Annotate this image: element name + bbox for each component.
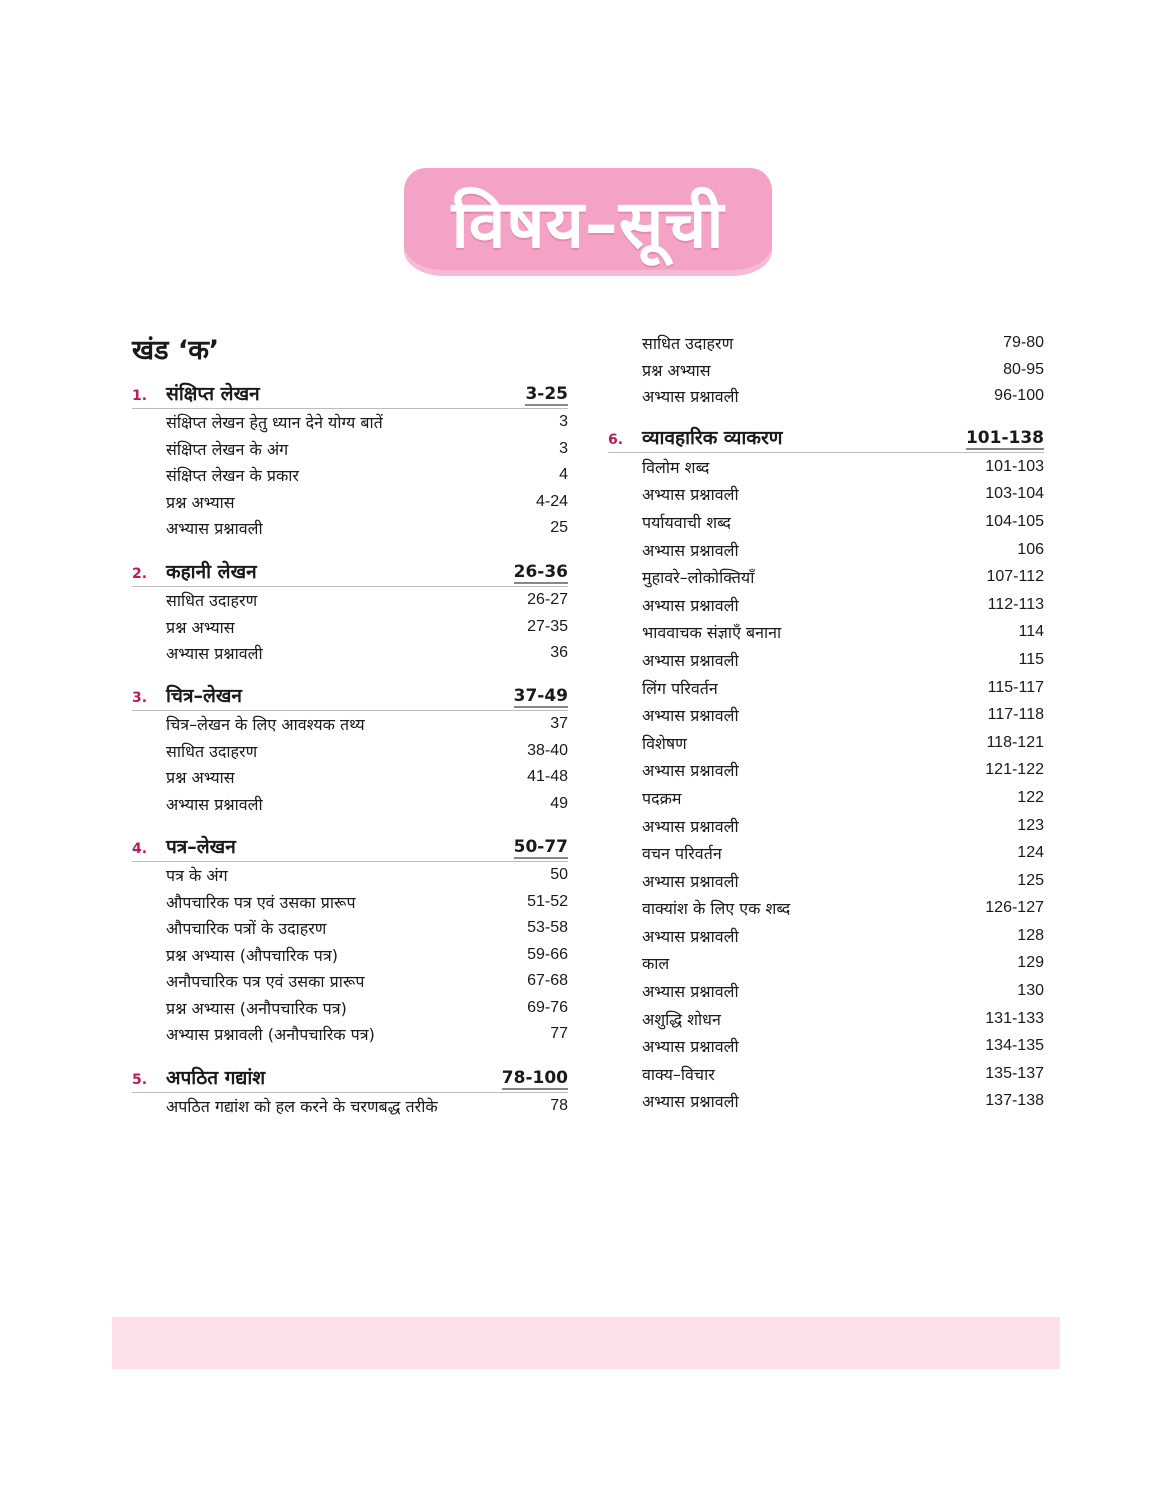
toc-pages: 130 <box>1017 982 1044 1000</box>
toc-row[interactable] <box>608 895 1044 923</box>
toc-label: अभ्यास प्रश्नावली <box>166 519 263 539</box>
section-number: 3. <box>132 690 148 706</box>
toc-row[interactable] <box>608 729 1044 757</box>
toc-label: अभ्यास प्रश्नावली <box>642 982 739 1002</box>
section-title: पत्र–लेखन <box>166 836 236 858</box>
toc-label: प्रश्न अभ्यास <box>166 617 235 637</box>
toc-pages: 36 <box>550 644 568 662</box>
toc-row[interactable] <box>132 462 568 489</box>
toc-pages: 134-135 <box>985 1037 1044 1055</box>
toc-pages: 135-137 <box>985 1064 1044 1082</box>
toc-label: वाक्यांश के लिए एक शब्द <box>642 899 791 919</box>
toc-row[interactable] <box>132 764 568 791</box>
toc-pages: 51-52 <box>527 892 568 910</box>
toc-row[interactable] <box>608 508 1044 536</box>
toc-pages: 123 <box>1017 816 1044 834</box>
toc-label: अभ्यास प्रश्नावली <box>642 595 739 615</box>
toc-pages: 104-105 <box>985 512 1044 530</box>
toc-label: प्रश्न अभ्यास <box>166 768 235 788</box>
toc-row[interactable] <box>608 977 1044 1005</box>
toc-pages: 137-138 <box>985 1092 1044 1110</box>
toc-label: अपठित गद्यांश को हल करने के चरणबद्ध तरीके <box>166 1097 438 1117</box>
toc-label: पत्र के अंग <box>166 866 228 886</box>
toc-label: पर्यायवाची शब्द <box>642 512 731 532</box>
toc-row[interactable] <box>132 1093 568 1120</box>
toc-pages: 115-117 <box>987 678 1044 696</box>
toc-row[interactable] <box>608 922 1044 950</box>
section-title: व्यावहारिक व्याकरण <box>642 427 783 449</box>
toc-pages: 3 <box>559 439 568 457</box>
section-header[interactable] <box>132 380 568 409</box>
toc-row[interactable] <box>608 1088 1044 1116</box>
toc-pages: 4-24 <box>535 492 568 510</box>
toc-row[interactable] <box>608 1032 1044 1060</box>
toc-pages: 103-104 <box>985 485 1044 503</box>
toc-row[interactable] <box>132 942 568 969</box>
toc-row[interactable] <box>608 1060 1044 1088</box>
toc-row[interactable] <box>608 812 1044 840</box>
section-header[interactable] <box>132 1064 568 1093</box>
toc-label: अभ्यास प्रश्नावली <box>642 706 739 726</box>
toc-pages: 129 <box>1017 954 1044 972</box>
toc-pages: 114 <box>1018 623 1044 641</box>
section-pages: 3-25 <box>525 384 568 404</box>
toc-label: अभ्यास प्रश्नावली <box>642 761 739 781</box>
toc-label: अशुद्धि शोधन <box>642 1009 721 1029</box>
toc-pages: 59-66 <box>527 945 568 963</box>
toc-pages: 106 <box>1017 540 1044 558</box>
toc-pages: 121-122 <box>985 761 1044 779</box>
toc-row[interactable] <box>608 784 1044 812</box>
toc-row[interactable] <box>608 1005 1044 1033</box>
toc-pages: 27-35 <box>527 617 568 635</box>
toc-row[interactable] <box>608 619 1044 647</box>
toc-row[interactable] <box>132 738 568 765</box>
toc-row[interactable] <box>608 839 1044 867</box>
toc-label: संक्षिप्त लेखन हेतु ध्यान देने योग्य बातें <box>166 413 383 433</box>
toc-label: काल <box>642 954 670 974</box>
toc-pages: 131-133 <box>985 1009 1044 1027</box>
toc-pages: 69-76 <box>527 998 568 1016</box>
section-2 <box>132 558 568 667</box>
toc-label: मुहावरे–लोकोक्तियाँ <box>642 568 755 588</box>
toc-label: भाववाचक संज्ञाएँ बनाना <box>642 623 782 643</box>
toc-label: साधित उदाहरण <box>642 334 734 354</box>
toc-label: संक्षिप्त लेखन के प्रकार <box>166 466 299 486</box>
toc-row[interactable] <box>132 640 568 667</box>
section-number: 5. <box>132 1072 148 1088</box>
toc-pages: 118-121 <box>986 733 1044 751</box>
toc-row[interactable] <box>608 591 1044 619</box>
toc-row[interactable] <box>132 587 568 614</box>
toc-row[interactable] <box>132 1021 568 1048</box>
toc-row[interactable] <box>608 536 1044 564</box>
section-title: अपठित गद्यांश <box>166 1067 266 1089</box>
section-title: कहानी लेखन <box>166 561 257 583</box>
section-pages: 101-138 <box>965 428 1044 448</box>
toc-pages: 96-100 <box>994 387 1044 405</box>
right-top-rows <box>608 330 1044 410</box>
toc-row[interactable] <box>132 409 568 436</box>
toc-row[interactable] <box>132 614 568 641</box>
toc-row[interactable] <box>608 563 1044 591</box>
toc-row[interactable] <box>132 436 568 463</box>
toc-row[interactable] <box>608 453 1044 481</box>
toc-label: अभ्यास प्रश्नावली <box>642 387 739 407</box>
toc-pages: 101-103 <box>985 457 1044 475</box>
section-4 <box>132 833 568 1048</box>
section-number: 4. <box>132 841 148 857</box>
toc-pages: 41-48 <box>527 768 568 786</box>
toc-pages: 125 <box>1017 871 1044 889</box>
toc-label: प्रश्न अभ्यास <box>642 360 711 380</box>
toc-pages: 80-95 <box>1003 360 1044 378</box>
toc-pages: 37 <box>550 715 568 733</box>
section-header[interactable] <box>132 558 568 587</box>
section-header[interactable] <box>132 682 568 711</box>
toc-label: प्रश्न अभ्यास <box>166 492 235 512</box>
toc-label: पदक्रम <box>642 788 682 808</box>
section-5 <box>132 1064 568 1120</box>
toc-label: विशेषण <box>642 733 687 753</box>
toc-row[interactable] <box>608 867 1044 895</box>
toc-row[interactable] <box>608 674 1044 702</box>
toc-pages: 67-68 <box>527 972 568 990</box>
toc-label: विलोम शब्द <box>642 457 710 477</box>
toc-label: चित्र–लेखन के लिए आवश्यक तथ्य <box>166 715 365 735</box>
toc-label: अभ्यास प्रश्नावली <box>166 794 263 814</box>
toc-label: अभ्यास प्रश्नावली <box>642 485 739 505</box>
section-pages: 50-77 <box>513 837 568 857</box>
toc-pages: 79-80 <box>1003 334 1044 352</box>
toc-pages: 107-112 <box>986 568 1044 586</box>
section-pages: 26-36 <box>513 562 568 582</box>
toc-pages: 117-118 <box>987 706 1044 724</box>
section-title: संक्षिप्त लेखन <box>166 383 260 405</box>
toc-label: औपचारिक पत्रों के उदाहरण <box>166 919 327 939</box>
toc-row[interactable] <box>608 383 1044 410</box>
toc-pages: 122 <box>1017 788 1044 806</box>
toc-label: अभ्यास प्रश्नावली <box>166 644 263 664</box>
toc-label: अभ्यास प्रश्नावली <box>642 1037 739 1057</box>
section-number: 1. <box>132 388 148 404</box>
toc-row[interactable] <box>132 711 568 738</box>
toc-label: अभ्यास प्रश्नावली <box>642 816 739 836</box>
toc-row[interactable] <box>608 701 1044 729</box>
khand-heading: खंड ‘क’ <box>132 335 220 366</box>
page-title: विषय–सूची <box>451 186 725 263</box>
toc-pages: 25 <box>550 519 568 537</box>
toc-label: प्रश्न अभ्यास (अनौपचारिक पत्र) <box>166 998 347 1018</box>
section-6 <box>608 424 1044 1115</box>
toc-row[interactable] <box>132 862 568 889</box>
toc-row[interactable] <box>132 489 568 516</box>
toc-pages: 49 <box>550 794 568 812</box>
toc-pages: 4 <box>559 466 568 484</box>
toc-pages: 115 <box>1018 650 1044 668</box>
section-title: चित्र–लेखन <box>166 685 242 707</box>
toc-pages: 53-58 <box>527 919 568 937</box>
toc-row[interactable] <box>608 646 1044 674</box>
toc-pages: 50 <box>550 866 568 884</box>
toc-label: अनौपचारिक पत्र एवं उसका प्रारूप <box>166 972 365 992</box>
toc-label: अभ्यास प्रश्नावली (अनौपचारिक पत्र) <box>166 1025 375 1045</box>
section-3 <box>132 682 568 817</box>
toc-pages: 124 <box>1017 844 1044 862</box>
toc-label: लिंग परिवर्तन <box>642 678 718 698</box>
toc-label: वाक्य–विचार <box>642 1064 715 1084</box>
toc-label: साधित उदाहरण <box>166 591 258 611</box>
toc-label: औपचारिक पत्र एवं उसका प्रारूप <box>166 892 356 912</box>
section-pages: 78-100 <box>501 1068 568 1088</box>
section-pages: 37-49 <box>513 686 568 706</box>
toc-pages: 78 <box>550 1097 568 1115</box>
toc-label: अभ्यास प्रश्नावली <box>642 650 739 670</box>
toc-pages: 38-40 <box>527 741 568 759</box>
section-1 <box>132 380 568 542</box>
toc-row[interactable] <box>608 330 1044 357</box>
toc-label: प्रश्न अभ्यास (औपचारिक पत्र) <box>166 945 338 965</box>
toc-row[interactable] <box>132 791 568 818</box>
title-banner <box>404 168 772 276</box>
section-header[interactable] <box>608 424 1044 453</box>
toc-pages: 26-27 <box>527 591 568 609</box>
toc-label: वचन परिवर्तन <box>642 844 722 864</box>
toc-row[interactable] <box>132 515 568 542</box>
toc-row[interactable] <box>608 481 1044 509</box>
toc-label: अभ्यास प्रश्नावली <box>642 926 739 946</box>
toc-pages: 112-113 <box>987 595 1044 613</box>
toc-pages: 77 <box>550 1025 568 1043</box>
toc-pages: 128 <box>1017 926 1044 944</box>
toc-label: अभ्यास प्रश्नावली <box>642 540 739 560</box>
toc-pages: 3 <box>559 413 568 431</box>
section-number: 2. <box>132 566 148 582</box>
toc-label: संक्षिप्त लेखन के अंग <box>166 439 289 459</box>
toc-pages: 126-127 <box>985 899 1044 917</box>
toc-row[interactable] <box>132 915 568 942</box>
toc-label: साधित उदाहरण <box>166 741 258 761</box>
toc-row[interactable] <box>608 950 1044 978</box>
toc-row[interactable] <box>608 757 1044 785</box>
toc-row[interactable] <box>132 968 568 995</box>
section-number: 6. <box>608 432 624 448</box>
toc-row[interactable] <box>608 357 1044 384</box>
toc-row[interactable] <box>132 889 568 916</box>
footer-band <box>112 1317 1060 1369</box>
toc-label: अभ्यास प्रश्नावली <box>642 871 739 891</box>
toc-row[interactable] <box>132 995 568 1022</box>
toc-label: अभ्यास प्रश्नावली <box>642 1092 739 1112</box>
section-header[interactable] <box>132 833 568 862</box>
